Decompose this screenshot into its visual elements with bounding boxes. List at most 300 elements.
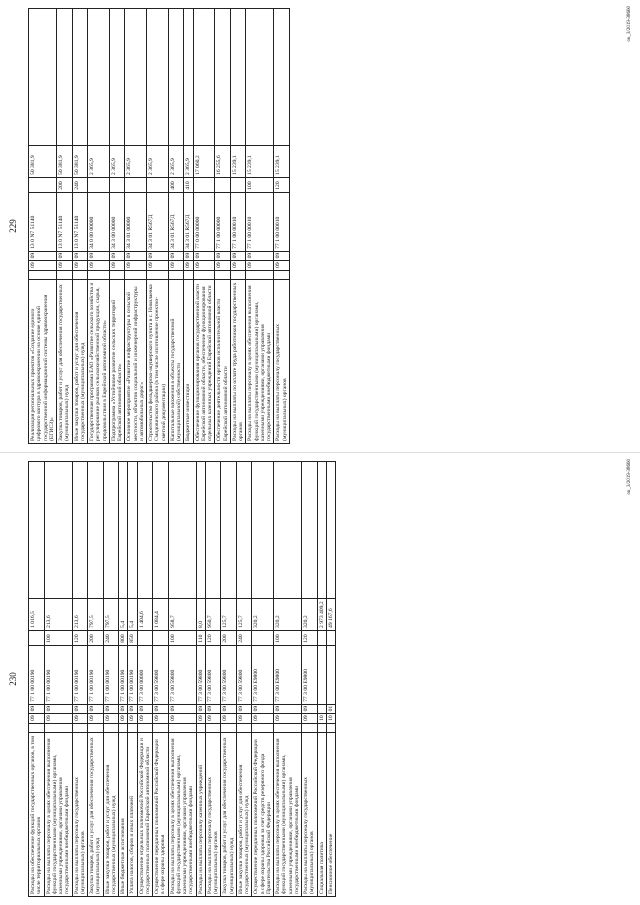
row-ved: [274, 270, 290, 280]
row-rz: 09: [147, 261, 169, 271]
row-vr: [317, 630, 326, 645]
table-row: [128, 462, 137, 897]
row-ved: [44, 723, 72, 733]
row-name: Закупка товаров, работ и услуг для обеспечения государственных (муниципальных) нужд: [88, 733, 104, 897]
row-vr: [109, 177, 125, 192]
table-row: [302, 462, 318, 897]
row-vr: [326, 630, 335, 645]
row-csr: 34 3 01 R567Д: [147, 192, 169, 251]
table-row: [184, 9, 193, 444]
row-ved: [168, 723, 196, 733]
table-row: [125, 9, 147, 444]
row-name: Расходы на выплаты персоналу в целях обеспечения выполнения функций государственными (муниципальными) органами, казенными учреждениями, органами управления государственными внебюджетными фондами: [246, 280, 274, 444]
row-vr: [252, 630, 274, 645]
row-rz: 09: [128, 714, 137, 724]
table-row: [119, 462, 128, 897]
row-amount: 50 381,9: [72, 146, 88, 178]
row-ved: [103, 723, 119, 733]
row-ved: [137, 723, 153, 733]
table-row: [29, 9, 57, 444]
row-amount: 1 084,4: [153, 599, 169, 631]
page-number: 229: [8, 219, 18, 233]
row-pr: 09: [147, 251, 169, 261]
row-pr: 09: [236, 704, 252, 714]
row-ved: [317, 723, 326, 733]
row-ved: [147, 270, 169, 280]
row-ved: [236, 723, 252, 733]
row-pr: 09: [221, 704, 237, 714]
row-vr: 200: [88, 630, 104, 645]
row-pr: 09: [184, 251, 193, 261]
row-blank: [44, 462, 72, 599]
row-name: Иные закупки товаров, работ и услуг для обеспечения государственных (муниципальных) нужд: [72, 280, 88, 444]
row-csr: 77 1 00 00190: [29, 645, 45, 704]
row-rz: 09: [274, 261, 290, 271]
row-ved: [29, 270, 57, 280]
row-amount: 2 973 409,2: [317, 599, 326, 631]
row-rz: 09: [246, 261, 274, 271]
table-row: [147, 9, 169, 444]
row-amount: 125,7: [236, 599, 252, 631]
row-csr: 77 1 00 00000: [215, 192, 231, 251]
row-amount: 50 381,9: [57, 146, 73, 178]
row-amount: 50 381,9: [29, 146, 57, 178]
table-row: [221, 462, 237, 897]
row-amount: 1 016,5: [29, 599, 45, 631]
table-row: [168, 9, 184, 444]
row-ved: [205, 723, 221, 733]
row-vr: [230, 177, 246, 192]
row-blank: [128, 462, 137, 599]
row-pr: 09: [215, 251, 231, 261]
row-pr: 09: [72, 251, 88, 261]
row-amount: 1 404,6: [137, 599, 153, 631]
row-ved: [128, 723, 137, 733]
row-blank: [205, 462, 221, 599]
row-name: Государственная программа ЕАО «Развитие сельского хозяйства и регулирование рынков сельскохозяйственной продукции, сырья, продовольствия в Еврейской автономной области»: [88, 280, 110, 444]
row-csr: 34 3 01 R567Д: [184, 192, 193, 251]
row-name: Осуществление отдельных полномочий Российской Федерации и государственных полномочий Еврейской автономной области: [137, 733, 153, 897]
row-csr: 77 3 00 59800: [236, 645, 252, 704]
row-rz: 09: [221, 714, 237, 724]
row-ved: [57, 270, 73, 280]
row-ved: [215, 270, 231, 280]
row-ved: [153, 723, 169, 733]
row-rz: 09: [193, 261, 215, 271]
row-rz: 09: [29, 261, 57, 271]
row-vr: 110: [196, 630, 205, 645]
row-csr: 77 3 00 00000: [137, 645, 153, 704]
row-pr: 09: [137, 704, 153, 714]
row-csr: 77 3 00 59800: [153, 645, 169, 704]
row-blank: [193, 9, 215, 146]
row-csr: 77 3 00 E9800: [252, 645, 274, 704]
row-amount: 17 060,2: [193, 146, 215, 178]
table-row: [29, 462, 45, 897]
row-name: Обеспечение деятельности органов исполнительной власти Еврейской автономной области: [215, 280, 231, 444]
row-rz: 09: [137, 714, 153, 724]
row-csr: 77 1 00 00010: [274, 192, 290, 251]
row-csr: 77 1 00 00010: [230, 192, 246, 251]
row-amount: 15 239,1: [230, 146, 246, 178]
row-amount: 5,4: [119, 599, 128, 631]
row-rz: 09: [88, 261, 110, 271]
row-blank: [119, 462, 128, 599]
row-vr: [29, 177, 57, 192]
row-pr: 09: [205, 704, 221, 714]
row-csr: 77 3 00 59800: [196, 645, 205, 704]
row-rz: 09: [302, 714, 318, 724]
table-row: [236, 462, 252, 897]
row-blank: [57, 9, 73, 146]
row-pr: 09: [125, 251, 147, 261]
row-csr: 34 3 01 00000: [125, 192, 147, 251]
table-row: [88, 9, 110, 444]
row-csr: 77 1 00 00190: [119, 645, 128, 704]
table-row: [72, 9, 88, 444]
row-name: Бюджетные инвестиции: [184, 280, 193, 444]
row-name: Иные закупки товаров, работ и услуг для обеспечения государственных (муниципальных) нужд: [103, 733, 119, 897]
row-csr: 13 0 N7 51140: [72, 192, 88, 251]
row-rz: 09: [205, 714, 221, 724]
row-amount: 2 365,9: [168, 146, 184, 178]
row-rz: 09: [72, 714, 88, 724]
row-csr: 77 1 00 00010: [246, 192, 274, 251]
table-row: [137, 462, 153, 897]
row-name: Основное мероприятие «Развитие инфраструктуры в сельской местности, объектов социальной и инженерной инфраструктуры и автомобильных дорог»: [125, 280, 147, 444]
row-ved: [125, 270, 147, 280]
row-amount: 797,5: [103, 599, 119, 631]
row-blank: [72, 462, 88, 599]
row-name: Закупка товаров, работ и услуг для обеспечения государственных (муниципальных) нужд: [221, 733, 237, 897]
page-number: 230: [8, 672, 18, 686]
row-amount: 49 167,6: [326, 599, 335, 631]
table-row: [274, 462, 302, 897]
row-amount: 213,6: [44, 599, 72, 631]
row-amount: 2 365,9: [147, 146, 169, 178]
row-rz: 09: [103, 714, 119, 724]
table-row: [57, 9, 73, 444]
row-rz: 09: [274, 714, 302, 724]
row-rz: 09: [29, 714, 45, 724]
row-csr: 77 1 00 00190: [44, 645, 72, 704]
row-name: Уплата налогов, сборов и иных платежей: [128, 733, 137, 897]
row-ved: [88, 270, 110, 280]
row-name: Расходы на выплаты по оплате труда работников государственных органов: [230, 280, 246, 444]
row-vr: 100: [274, 630, 302, 645]
table-row: [44, 462, 72, 897]
row-name: Расходы на обеспечение функций государственных органов, в том числе территориальных органов: [29, 733, 45, 897]
table-row: [88, 462, 104, 897]
row-blank: [246, 9, 274, 146]
row-ved: [193, 270, 215, 280]
row-pr: 09: [252, 704, 274, 714]
row-blank: [72, 9, 88, 146]
row-name: Социальная политика: [317, 733, 326, 897]
row-name: Реализация региональных проектов «Создание единого цифрового контура в здравоохранении на основе единой государственной информационной системы здравоохранения (ЕГИСЗ)»: [29, 280, 57, 444]
row-ved: [326, 723, 335, 733]
row-ved: [119, 723, 128, 733]
row-vr: [29, 630, 45, 645]
row-ved: [88, 723, 104, 733]
row-csr: 77 3 00 59800: [221, 645, 237, 704]
row-pr: 09: [302, 704, 318, 714]
row-name: Иные бюджетные ассигнования: [119, 733, 128, 897]
row-pr: 01: [326, 704, 335, 714]
row-amount: 950,7: [205, 599, 221, 631]
row-blank: [317, 462, 326, 599]
row-amount: 5,4: [128, 599, 137, 631]
row-vr: 400: [168, 177, 184, 192]
row-vr: 240: [72, 177, 88, 192]
budget-table: [28, 461, 336, 897]
row-name: Иные закупки товаров, работ и услуг для обеспечения государственных (муниципальных) нужд: [236, 733, 252, 897]
row-csr: 77 1 00 00190: [72, 645, 88, 704]
document-page-229: [0, 0, 640, 452]
row-vr: [215, 177, 231, 192]
row-ved: [168, 270, 184, 280]
row-vr: 100: [246, 177, 274, 192]
row-pr: 09: [274, 251, 290, 261]
row-rz: 09: [236, 714, 252, 724]
row-blank: [29, 9, 57, 146]
row-amount: 320,2: [302, 599, 318, 631]
table-row: [246, 9, 274, 444]
row-amount: 15 239,1: [274, 146, 290, 178]
document-page-230: [0, 453, 640, 905]
row-vr: 240: [103, 630, 119, 645]
row-name: Расходы на выплаты персоналу государственных (муниципальных) органов: [205, 733, 221, 897]
row-rz: 09: [88, 714, 104, 724]
row-pr: 09: [153, 704, 169, 714]
row-blank: [196, 462, 205, 599]
row-pr: 09: [88, 704, 104, 714]
row-name: Расходы на выплаты персоналу государственных (муниципальных) органов: [72, 733, 88, 897]
table-row: [326, 462, 335, 897]
row-pr: 09: [196, 704, 205, 714]
row-ved: [221, 723, 237, 733]
row-ved: [246, 270, 274, 280]
row-name: Пенсионное обеспечение: [326, 733, 335, 897]
row-name: Расходы на выплаты персоналу казенных учреждений: [196, 733, 205, 897]
row-name: Осуществление переданных полномочий Российской Федерации в сфере охраны здоровья за счет средств резервного фонда Правительства Российской Федерации: [252, 733, 274, 897]
row-pr: 09: [72, 704, 88, 714]
row-name: Закупка товаров, работ и услуг для обеспечения государственных (муниципальных) нужд: [57, 280, 73, 444]
table-row: [72, 462, 88, 897]
row-vr: 240: [236, 630, 252, 645]
row-vr: 120: [302, 630, 318, 645]
row-rz: 09: [168, 261, 184, 271]
table-row: [274, 9, 290, 444]
row-amount: 213,6: [72, 599, 88, 631]
row-ved: [109, 270, 125, 280]
row-pr: 09: [88, 251, 110, 261]
row-blank: [236, 462, 252, 599]
row-ved: [302, 723, 318, 733]
row-pr: 09: [168, 704, 196, 714]
row-blank: [137, 462, 153, 599]
row-vr: 800: [119, 630, 128, 645]
table-row: [230, 9, 246, 444]
row-blank: [168, 462, 196, 599]
table-row: [196, 462, 205, 897]
row-pr: 09: [119, 704, 128, 714]
row-csr: 13 0 N7 51140: [29, 192, 57, 251]
row-csr: 77 1 00 00190: [128, 645, 137, 704]
row-csr: 77 0 00 00000: [193, 192, 215, 251]
row-rz: 09: [57, 261, 73, 271]
row-pr: 09: [57, 251, 73, 261]
row-blank: [29, 462, 45, 599]
row-vr: [193, 177, 215, 192]
row-amount: 8,0: [196, 599, 205, 631]
row-blank: [88, 9, 110, 146]
row-rz: 09: [230, 261, 246, 271]
row-rz: 10: [326, 714, 335, 724]
row-csr: 77 1 00 00190: [103, 645, 119, 704]
row-amount: 125,7: [221, 599, 237, 631]
row-csr: 77 3 00 59800: [205, 645, 221, 704]
table-row: [103, 462, 119, 897]
row-ved: [72, 723, 88, 733]
row-name: Обеспечение функционирования органов государственной власти Еврейской автономной области, обеспечение функционирования отдельных казенных учреждений Еврейской автономной области: [193, 280, 215, 444]
row-name: Расходы на выплаты персоналу в целях обеспечения выполнения функций государственными (муниципальными) органами, казенными учреждениями, органами управления государственными внебюджетными фондами: [168, 733, 196, 897]
document-footer: ок_3/2019-38660: [627, 459, 632, 495]
row-csr: 34 0 00 00000: [88, 192, 110, 251]
row-pr: 09: [29, 251, 57, 261]
row-name: Расходы на выплаты персоналу в целях обеспечения выполнения функций государственными (муниципальными) органами, казенными учреждениями, органами управления государственными внебюджетными фондами: [44, 733, 72, 897]
row-pr: 09: [103, 704, 119, 714]
row-rz: 09: [125, 261, 147, 271]
row-name: Осуществление переданных полномочий Российской Федерации в сфере охраны здоровья: [153, 733, 169, 897]
row-csr: 77 3 00 E9800: [302, 645, 318, 704]
row-blank: [326, 462, 335, 599]
row-vr: 200: [221, 630, 237, 645]
row-name: Строительство фельдшерско-акушерского пункта в с. Николаевка Смидовичского района (в том числе изготовление проектно-сметной документации): [147, 280, 169, 444]
table-row: [252, 462, 274, 897]
row-pr: [317, 704, 326, 714]
row-blank: [147, 9, 169, 146]
row-vr: [147, 177, 169, 192]
row-csr: 77 3 00 E9800: [274, 645, 302, 704]
row-vr: [153, 630, 169, 645]
row-blank: [274, 462, 302, 599]
row-pr: 09: [246, 251, 274, 261]
row-vr: 120: [205, 630, 221, 645]
row-pr: 09: [230, 251, 246, 261]
row-ved: [230, 270, 246, 280]
row-ved: [196, 723, 205, 733]
row-csr: 34 3 01 R567Д: [168, 192, 184, 251]
row-amount: 2 365,9: [109, 146, 125, 178]
row-ved: [72, 270, 88, 280]
row-blank: [215, 9, 231, 146]
row-csr: 13 0 N7 51140: [57, 192, 73, 251]
row-blank: [221, 462, 237, 599]
row-rz: 09: [44, 714, 72, 724]
row-blank: [274, 9, 290, 146]
table-row: [109, 9, 125, 444]
row-ved: [29, 723, 45, 733]
row-amount: 2 365,9: [184, 146, 193, 178]
row-blank: [168, 9, 184, 146]
document-footer: ок_3/2019-38660: [627, 6, 632, 42]
row-vr: 200: [57, 177, 73, 192]
table-row: [205, 462, 221, 897]
row-blank: [302, 462, 318, 599]
row-amount: 320,2: [252, 599, 274, 631]
row-pr: 09: [128, 704, 137, 714]
row-csr: [317, 645, 326, 704]
row-blank: [153, 462, 169, 599]
row-vr: 100: [44, 630, 72, 645]
row-blank: [109, 9, 125, 146]
row-amount: 16 255,6: [215, 146, 231, 178]
row-csr: 77 1 00 00190: [88, 645, 104, 704]
row-blank: [184, 9, 193, 146]
row-vr: 410: [184, 177, 193, 192]
row-ved: [274, 723, 302, 733]
table-row: [153, 462, 169, 897]
row-rz: 09: [168, 714, 196, 724]
row-rz: 09: [153, 714, 169, 724]
row-amount: 797,5: [88, 599, 104, 631]
row-csr: 77 3 00 59800: [168, 645, 196, 704]
row-amount: 320,2: [274, 599, 302, 631]
row-rz: 09: [109, 261, 125, 271]
budget-table: [28, 8, 290, 444]
row-amount: 15 239,1: [246, 146, 274, 178]
row-blank: [252, 462, 274, 599]
row-vr: [88, 177, 110, 192]
row-pr: 09: [109, 251, 125, 261]
row-name: Расходы на выплаты персоналу государственных (муниципальных) органов: [302, 733, 318, 897]
row-rz: 09: [184, 261, 193, 271]
row-amount: 958,7: [168, 599, 196, 631]
row-vr: 120: [274, 177, 290, 192]
row-name: Расходы на выплаты персоналу государственных (муниципальных) органов: [274, 280, 290, 444]
row-blank: [125, 9, 147, 146]
row-rz: 09: [119, 714, 128, 724]
table-row: [168, 462, 196, 897]
row-name: Расходы на выплаты персоналу в целях обеспечения выполнения функций государственными (муниципальными) органами, казенными учреждениями, органами управления государственными внебюджетными фондами: [274, 733, 302, 897]
row-pr: 09: [168, 251, 184, 261]
row-rz: 09: [215, 261, 231, 271]
row-csr: 34 3 00 00000: [109, 192, 125, 251]
row-vr: 100: [168, 630, 196, 645]
row-csr: [326, 645, 335, 704]
row-amount: 2 365,9: [88, 146, 110, 178]
row-blank: [88, 462, 104, 599]
row-pr: 09: [44, 704, 72, 714]
row-vr: [137, 630, 153, 645]
table-row: [193, 9, 215, 444]
row-amount: 2 365,9: [125, 146, 147, 178]
table-row: [317, 462, 326, 897]
row-vr: 850: [128, 630, 137, 645]
row-blank: [103, 462, 119, 599]
row-rz: 10: [317, 714, 326, 724]
row-name: Подпрограмма «Устойчивое развитие сельских территорий Еврейской автономной области»: [109, 280, 125, 444]
row-ved: [184, 270, 193, 280]
row-pr: 09: [29, 704, 45, 714]
row-rz: 09: [252, 714, 274, 724]
table-row: [215, 9, 231, 444]
row-pr: 09: [193, 251, 215, 261]
row-name: Капитальные вложения в объекты государственной (муниципальной) собственности: [168, 280, 184, 444]
row-blank: [230, 9, 246, 146]
row-pr: 09: [274, 704, 302, 714]
